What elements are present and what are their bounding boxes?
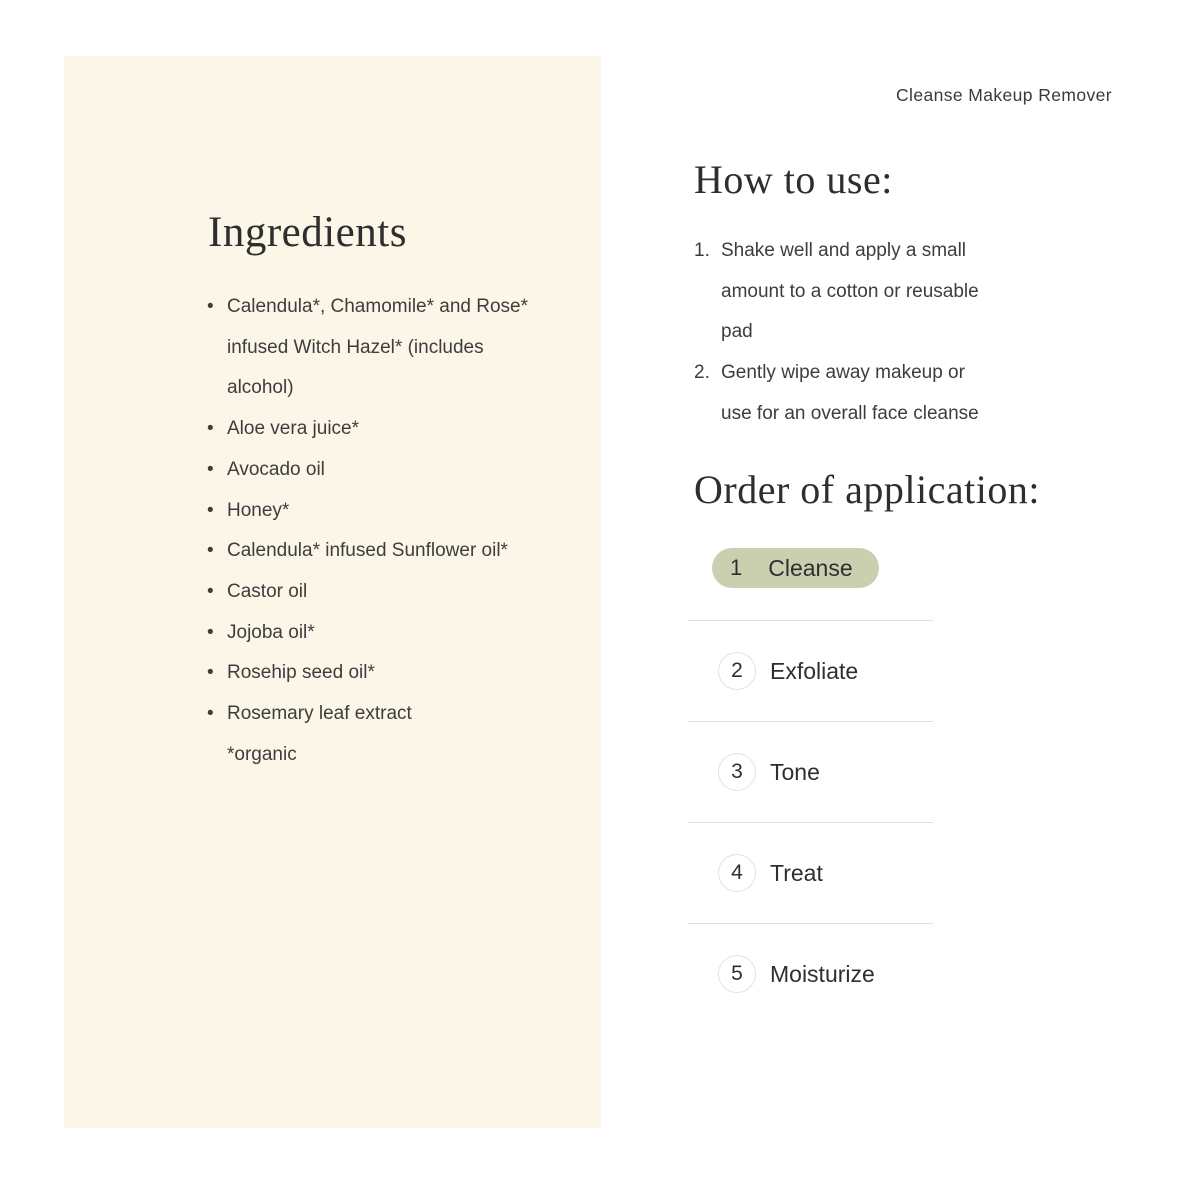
ingredients-panel (64, 56, 601, 1128)
ingredient-text-line: • Aloe vera juice* (227, 418, 360, 440)
organic-footnote: *organic (227, 743, 297, 765)
ingredient-item (207, 491, 597, 532)
ingredient-item (207, 572, 597, 613)
step-text-line: Gently wipe away makeup or (721, 362, 965, 384)
ingredient-text-line: alcohol) (227, 377, 294, 399)
ingredients-title: Ingredients (208, 209, 407, 256)
step-number-circle: 5 (718, 955, 756, 993)
ingredient-text-line: infused Witch Hazel* (includes (227, 336, 484, 358)
ingredient-item (207, 409, 597, 450)
how-to-use-step (694, 231, 1054, 353)
step-label: Cleanse (768, 554, 853, 581)
step-label: Tone (770, 758, 820, 785)
ingredient-item (207, 653, 597, 694)
step-number-circle: 4 (718, 854, 756, 892)
step-label: Exfoliate (770, 657, 859, 684)
order-step-tone (688, 721, 933, 822)
step-text (721, 231, 1054, 353)
step-text-line: use for an overall face cleanse (721, 402, 979, 424)
ingredient-text-line: • Castor oil (227, 580, 308, 602)
ingredients-list (207, 287, 597, 775)
step-text-line: pad (721, 321, 753, 343)
ingredient-text-line: • Rosemary leaf extract (227, 703, 412, 725)
ingredient-item (207, 613, 597, 654)
step-text-line: amount to a cotton or reusable (721, 280, 979, 302)
how-to-use-list (694, 231, 1054, 435)
order-step-exfoliate (688, 620, 933, 721)
order-of-application-list (688, 548, 933, 1024)
step-text (721, 353, 1054, 434)
order-step-cleanse (688, 548, 933, 620)
step-label: Treat (770, 859, 823, 886)
ingredient-text-line: • Calendula*, Chamomile* and Rose* (227, 296, 529, 317)
step-number-circle: 2 (718, 652, 756, 690)
step-number: 1. (694, 240, 710, 261)
ingredient-item (207, 694, 597, 735)
step-number-circle: 3 (718, 753, 756, 791)
order-step-treat (688, 822, 933, 923)
step-number: 1 (730, 555, 743, 580)
step-number: 2. (694, 362, 710, 384)
order-of-application-title: Order of application: (694, 467, 1040, 512)
active-step-pill (712, 548, 879, 588)
ingredient-text-line: • Avocado oil (227, 458, 325, 480)
order-step-moisturize (688, 923, 933, 1024)
how-to-use-step (694, 353, 1054, 434)
ingredient-item (207, 450, 597, 491)
product-name-label: Cleanse Makeup Remover (896, 85, 1112, 105)
ingredient-item (207, 287, 597, 409)
ingredient-item (207, 531, 597, 572)
step-text-line: Shake well and apply a small (721, 240, 967, 261)
ingredient-text-line: • Calendula* infused Sunflower oil* (227, 540, 508, 562)
ingredient-text-line: • Jojoba oil* (227, 621, 315, 643)
ingredient-text-line: • Rosehip seed oil* (227, 662, 375, 684)
step-label: Moisturize (770, 960, 875, 987)
ingredient-text-line: • Honey* (227, 499, 290, 521)
how-to-use-title: How to use: (694, 157, 893, 202)
